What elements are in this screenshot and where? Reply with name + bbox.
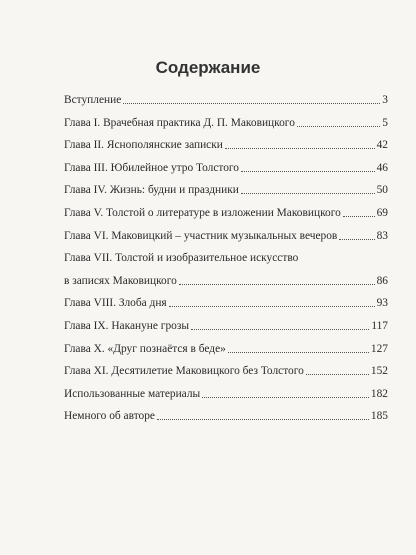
toc-entry-label: Глава VIII. Злоба дня (64, 297, 167, 310)
dot-leader (169, 306, 375, 307)
toc-entry-label: Глава I. Врачебная практика Д. П. Маковицкого (64, 116, 295, 129)
toc-entry-label: Вступление (64, 94, 122, 106)
toc-entry-page: 69 (376, 206, 388, 219)
toc-entry-page: 182 (370, 387, 388, 400)
toc-entry-label: Глава X. «Друг познаётся в беде» (64, 342, 226, 355)
dot-leader (191, 329, 369, 330)
toc-entry-page: 42 (376, 139, 388, 152)
dot-leader (297, 126, 380, 127)
toc-entry (64, 162, 388, 175)
toc-entry-page: 3 (382, 94, 388, 106)
toc-entry-page: 93 (376, 297, 388, 310)
dot-leader (343, 216, 375, 217)
toc-entry-label: в записях Маковицкого (64, 274, 177, 287)
toc-entry-label: Глава V. Толстой о литературе в изложении Маковицкого (64, 206, 341, 219)
dot-leader (202, 397, 369, 398)
toc-entry-page: 152 (370, 365, 388, 378)
toc-entry (64, 320, 388, 333)
toc-entry-label: Глава IV. Жизнь: будни и праздники (64, 184, 239, 197)
dot-leader (306, 374, 369, 375)
toc-entry (64, 139, 388, 152)
toc-entry-label: Глава XI. Десятилетие Маковицкого без Толстого (64, 365, 304, 378)
toc-entry-label: Использованные материалы (64, 387, 201, 400)
toc-entry-page: 185 (370, 410, 388, 423)
toc-entry (64, 365, 388, 378)
toc-entry (64, 94, 388, 107)
toc-entry (64, 117, 388, 130)
dot-leader (339, 239, 374, 240)
toc-entry-label: Глава II. Яснополянские записки (64, 139, 223, 152)
toc-entry-page: 83 (376, 229, 388, 242)
toc-entry (64, 388, 388, 401)
toc-entry-page: 5 (382, 116, 388, 129)
toc-entry-page: 127 (370, 342, 388, 355)
dot-leader (179, 284, 375, 285)
toc-entry (64, 275, 388, 288)
dot-leader (123, 103, 380, 104)
toc-entry-page: 117 (371, 319, 388, 332)
toc-entry-label: Немного об авторе (64, 410, 155, 423)
toc-entry-page: 86 (376, 274, 388, 287)
toc-entry-label: Глава VII. Толстой и изобразительное искусство (64, 252, 299, 265)
table-of-contents (64, 94, 388, 433)
toc-entry-label: Глава VI. Маковицкий – участник музыкальных вечеров (64, 229, 338, 242)
toc-entry (64, 207, 388, 220)
toc-entry-page: 46 (376, 161, 388, 174)
dot-leader (241, 171, 375, 172)
toc-entry-first-line (64, 252, 388, 265)
toc-entry (64, 410, 388, 423)
toc-entry (64, 343, 388, 356)
dot-leader (157, 419, 369, 420)
toc-entry-page: 50 (376, 184, 388, 197)
toc-entry-label: Глава IX. Накануне грозы (64, 319, 190, 332)
dot-leader (228, 352, 369, 353)
toc-entry (64, 184, 388, 197)
toc-entry (64, 297, 388, 310)
toc-entry (64, 230, 388, 243)
page-title: Содержание (155, 58, 261, 77)
dot-leader (241, 193, 375, 194)
toc-entry-label: Глава III. Юбилейное утро Толстого (64, 161, 239, 174)
dot-leader (225, 148, 375, 149)
